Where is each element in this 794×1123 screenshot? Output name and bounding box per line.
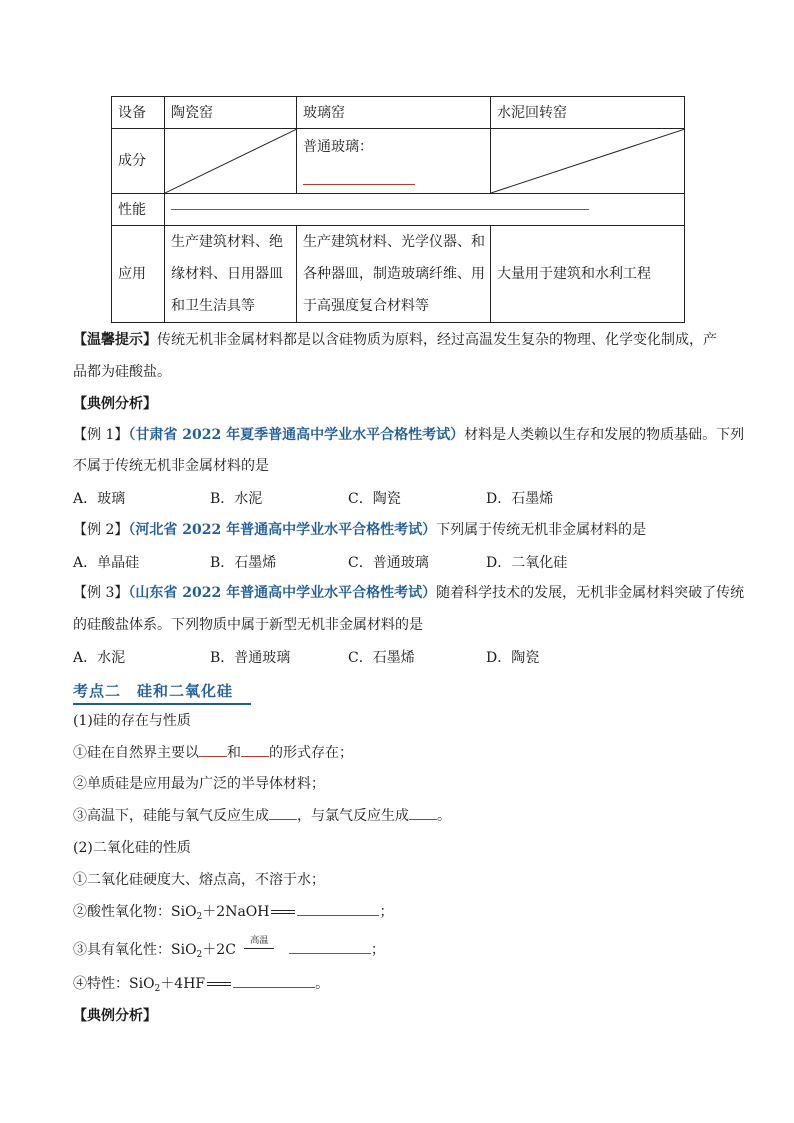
equals-sign xyxy=(207,982,231,986)
example-text: 下列属于传统无机非金属材料的是 xyxy=(436,522,647,538)
text: ①硅在自然界主要以 xyxy=(73,745,199,761)
properties-cell xyxy=(165,194,685,226)
text: ＋2C xyxy=(202,942,236,958)
example-source: （山东省 2022 年普通高中学业水平合格性考试） xyxy=(128,585,437,601)
answer-blank xyxy=(303,184,415,185)
option-a[interactable]: A．玻璃 xyxy=(73,491,126,507)
example-2-line-1 xyxy=(73,520,646,540)
cement-application-cell: 大量用于建筑和水利工程 xyxy=(491,226,685,323)
tip-line-1 xyxy=(73,330,717,350)
subscript: 2 xyxy=(154,984,161,994)
option-b[interactable]: B．水泥 xyxy=(210,491,263,507)
row-label: 性能 xyxy=(112,194,165,226)
text: ＋4HF xyxy=(160,976,206,992)
text: ； xyxy=(370,942,385,958)
answer-blank xyxy=(199,756,227,757)
diagonal-cell xyxy=(165,129,297,194)
section-title: 考点二 硅和二氧化硅 xyxy=(73,682,234,700)
example-text: 随着科学技术的发展，无机非金属材料突破了传统 xyxy=(436,585,745,601)
table-row xyxy=(112,194,685,226)
cell-line: 和卫生洁具等 xyxy=(171,298,255,314)
example-source: （河北省 2022 年普通高中学业水平合格性考试） xyxy=(128,522,437,538)
text: 的形式存在； xyxy=(269,745,353,761)
text: ②酸性氧化物：SiO xyxy=(73,904,197,920)
option-d[interactable]: D．石墨烯 xyxy=(486,491,554,507)
tip-text: 传统无机非金属材料都是以含硅物质为原料，经过高温发生复杂的物理、化学变化制成，产 xyxy=(157,332,717,348)
example-number: 【例 1】 xyxy=(73,427,129,443)
table-header-cell: 设备 xyxy=(112,97,165,129)
cell-line: 生产建筑材料、光学仪器、和 xyxy=(303,234,485,250)
reaction-condition xyxy=(244,936,274,957)
tip-line-2: 品都为硅酸盐。 xyxy=(73,364,171,380)
answer-blank xyxy=(289,953,371,954)
diagonal-line xyxy=(491,129,685,193)
glass-application-cell xyxy=(297,226,491,323)
kiln-table xyxy=(111,96,685,323)
table-header-cell: 水泥回转窑 xyxy=(491,97,685,129)
si-line-3 xyxy=(73,806,451,826)
table-header-cell: 陶瓷窑 xyxy=(165,97,297,129)
condition-line xyxy=(244,948,274,949)
table-row xyxy=(112,129,685,194)
option-b[interactable]: B．普通玻璃 xyxy=(210,650,291,666)
example-1-line-2: 不属于传统无机非金属材料的是 xyxy=(73,458,269,474)
diagonal-cell xyxy=(491,129,685,194)
section-underline xyxy=(73,703,251,705)
answer-blank xyxy=(171,209,589,210)
equals-sign xyxy=(271,910,295,914)
table-row xyxy=(112,226,685,323)
text: 和 xyxy=(227,745,241,761)
glass-composition-label: 普通玻璃： xyxy=(303,139,373,155)
option-d[interactable]: D．陶瓷 xyxy=(486,650,540,666)
example-text: 材料是人类赖以生存和发展的物质基础。下列 xyxy=(464,427,745,443)
option-c[interactable]: C．石墨烯 xyxy=(348,650,415,666)
answer-blank xyxy=(409,819,437,820)
example-number: 【例 2】 xyxy=(73,522,129,538)
cell-line: 于高强度复合材料等 xyxy=(303,298,429,314)
text: 。 xyxy=(315,976,330,992)
text: ④特性：SiO xyxy=(73,976,155,992)
condition-label: 高温 xyxy=(250,936,269,946)
diagonal-line xyxy=(165,129,297,193)
answer-blank xyxy=(297,915,379,916)
cell-line: 缘材料、日用器皿 xyxy=(171,266,283,282)
sio2-line-4 xyxy=(73,974,329,999)
si-line-2: ②单质硅是应用最为广泛的半导体材料； xyxy=(73,776,325,792)
answer-blank xyxy=(241,756,269,757)
example-3-line-1 xyxy=(73,583,744,603)
table-header-cell: 玻璃窑 xyxy=(297,97,491,129)
analysis-heading-2: 【典例分析】 xyxy=(73,1008,157,1024)
example-1-line-1 xyxy=(73,425,744,445)
ceramic-application-cell xyxy=(165,226,297,323)
analysis-heading: 【典例分析】 xyxy=(73,396,157,412)
example-number: 【例 3】 xyxy=(73,585,129,601)
option-c[interactable]: C．陶瓷 xyxy=(348,491,401,507)
option-d[interactable]: D．二氧化硅 xyxy=(486,555,568,571)
sio2-line-2 xyxy=(73,902,393,927)
tip-tag: 【温馨提示】 xyxy=(73,332,157,348)
cell-line: 生产建筑材料、绝 xyxy=(171,234,283,250)
text: ③具有氧化性：SiO xyxy=(73,942,197,958)
option-a[interactable]: A．单晶硅 xyxy=(73,555,140,571)
text: ； xyxy=(379,904,394,920)
text: ③高温下，硅能与氧气反应生成 xyxy=(73,808,269,824)
sio2-line-3 xyxy=(73,936,385,965)
subscript: 2 xyxy=(196,950,203,960)
text: ，与氯气反应生成 xyxy=(297,808,409,824)
table-header-row xyxy=(112,97,685,129)
sio2-heading: (2)二氧化硅的性质 xyxy=(73,840,191,856)
si-heading: (1)硅的存在与性质 xyxy=(73,713,191,729)
text: ＋2NaOH xyxy=(202,904,270,920)
row-label: 成分 xyxy=(112,129,165,194)
subscript: 2 xyxy=(196,912,203,922)
si-line-1 xyxy=(73,743,353,763)
example-3-line-2: 的硅酸盐体系。下列物质中属于新型无机非金属材料的是 xyxy=(73,617,423,633)
option-b[interactable]: B．石墨烯 xyxy=(210,555,277,571)
example-source: （甘肃省 2022 年夏季普通高中学业水平合格性考试） xyxy=(128,427,465,443)
option-c[interactable]: C．普通玻璃 xyxy=(348,555,429,571)
answer-blank xyxy=(233,987,315,988)
cell-line: 各种器皿，制造玻璃纤维、用 xyxy=(303,266,485,282)
option-a[interactable]: A．水泥 xyxy=(73,650,126,666)
row-label: 应用 xyxy=(112,226,165,323)
answer-blank xyxy=(269,819,297,820)
glass-composition-cell xyxy=(297,129,491,194)
sio2-line-1: ①二氧化硅硬度大、熔点高，不溶于水； xyxy=(73,872,325,888)
text: 。 xyxy=(437,808,451,824)
